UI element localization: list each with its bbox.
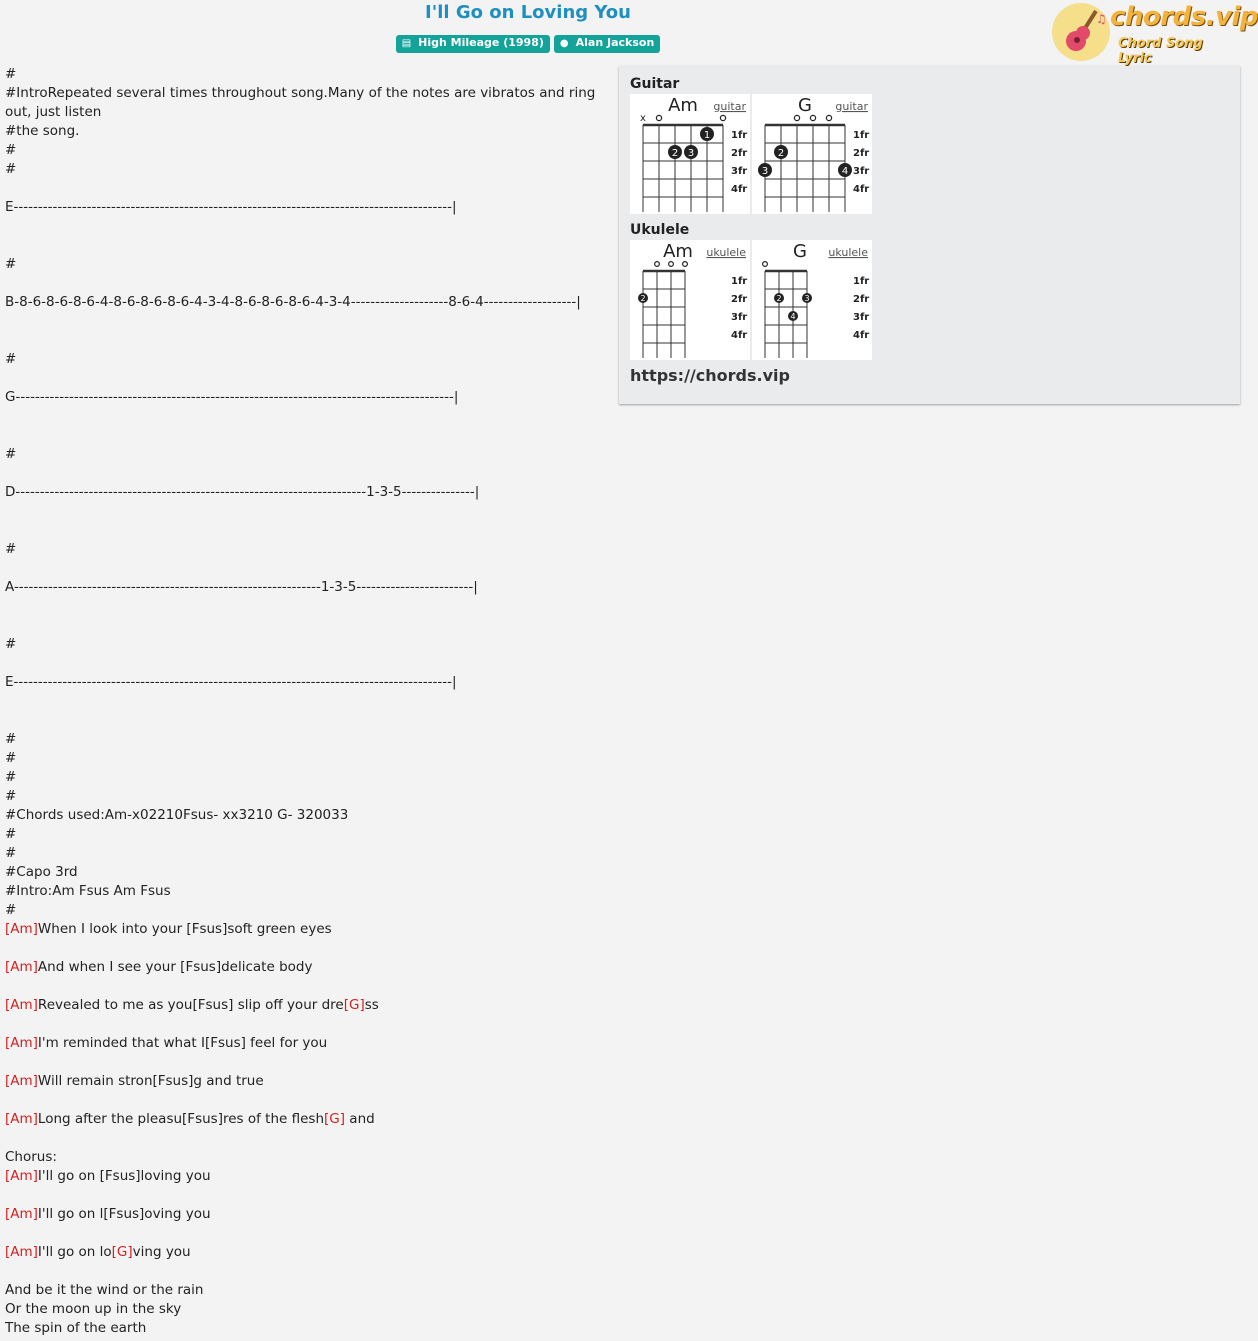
lyric-text: #: [5, 446, 17, 462]
lyric-line: [5, 635, 610, 654]
lyric-text: I'll go on [Fsus]loving you: [37, 1168, 211, 1184]
lyric-line: [5, 1205, 610, 1224]
svg-text:1fr: 1fr: [731, 276, 748, 287]
lyric-text: And be it the wind or the rain: [5, 1282, 204, 1298]
chord-marker[interactable]: [Am]: [5, 1244, 38, 1260]
svg-text:4fr: 4fr: [731, 184, 748, 195]
lyric-text: Long after the pleasu[Fsus]res of the flesh: [37, 1111, 324, 1127]
lyric-text: #the song.: [5, 123, 80, 139]
lyric-line: [5, 331, 610, 350]
lyric-line: [5, 1262, 610, 1281]
lyric-line: [5, 483, 610, 502]
lyric-text: A---------------------------------------------------------------1-3-5------------------------|: [5, 579, 478, 595]
chord-name: G: [793, 241, 807, 262]
lyric-line: [5, 388, 610, 407]
lyric-line: [5, 863, 610, 882]
site-url[interactable]: https://chords.vip: [630, 366, 790, 385]
lyric-line: [5, 616, 610, 635]
lyric-line: [5, 84, 610, 122]
lyric-line: [5, 559, 610, 578]
chord-instrument-link[interactable]: ukulele: [706, 246, 746, 259]
lyric-line: [5, 1034, 610, 1053]
lyric-line: [5, 939, 610, 958]
svg-text:2fr: 2fr: [853, 148, 870, 159]
lyric-line: [5, 540, 610, 559]
guitar-section-label: Guitar: [630, 76, 680, 92]
chord-marker[interactable]: [Am]: [5, 1073, 38, 1089]
lyric-line: [5, 1186, 610, 1205]
lyric-text: #Capo 3rd: [5, 864, 78, 880]
svg-text:3: 3: [804, 294, 810, 303]
lyric-line: [5, 293, 610, 312]
lyric-text: Chorus:: [5, 1149, 57, 1165]
lyric-text: ving you: [132, 1244, 191, 1260]
chord-instrument-link[interactable]: ukulele: [828, 246, 868, 259]
lyric-line: [5, 806, 610, 825]
lyric-line: [5, 1015, 610, 1034]
lyric-line: [5, 1243, 610, 1262]
lyric-text: D------------------------------------------------------------------------1-3-5---------------|: [5, 484, 480, 500]
lyric-text: And when I see your [Fsus]delicate body: [37, 959, 313, 975]
lyric-text: Or the moon up in the sky: [5, 1301, 182, 1317]
svg-text:2fr: 2fr: [731, 294, 748, 305]
lyric-line: [5, 1110, 610, 1129]
svg-text:1fr: 1fr: [853, 276, 870, 287]
lyric-line: [5, 768, 610, 787]
svg-text:3: 3: [687, 148, 695, 159]
lyric-line: [5, 692, 610, 711]
lyric-line: [5, 179, 610, 198]
guitar-chord-g[interactable]: [752, 94, 872, 214]
album-badge[interactable]: [396, 35, 550, 53]
lyric-line: [5, 236, 610, 255]
chord-marker[interactable]: [Am]: [5, 921, 38, 937]
user-icon: ●: [559, 38, 569, 49]
chord-marker[interactable]: [Am]: [5, 1206, 38, 1222]
artist-badge-label: Alan Jackson: [575, 36, 655, 49]
lyric-line: [5, 274, 610, 293]
book-icon: ▤: [401, 38, 412, 49]
lyric-line: [5, 1148, 610, 1167]
lyric-line: [5, 1167, 610, 1186]
svg-text:4: 4: [790, 312, 796, 321]
chord-name: G: [798, 95, 812, 116]
chord-panel: [619, 66, 1240, 404]
lyric-text: #: [5, 161, 17, 177]
site-logo[interactable]: [1052, 2, 1258, 66]
chord-marker[interactable]: [G]: [111, 1244, 133, 1260]
svg-text:3fr: 3fr: [853, 312, 870, 323]
logo-emblem: [1052, 3, 1110, 61]
lyric-line: [5, 1053, 610, 1072]
song-title: I'll Go on Loving You: [425, 2, 631, 23]
ukulele-section-label: Ukulele: [630, 222, 690, 238]
album-badge-label: High Mileage (1998): [418, 36, 544, 49]
lyric-text: #Chords used:Am-x02210Fsus- xx3210 G- 320033: [5, 807, 349, 823]
lyric-line: [5, 426, 610, 445]
chord-name: Am: [663, 241, 693, 262]
lyric-line: [5, 65, 610, 84]
lyric-line: [5, 958, 610, 977]
lyric-line: [5, 654, 610, 673]
lyric-line: [5, 882, 610, 901]
chord-marker[interactable]: [G]: [324, 1111, 345, 1127]
lyric-text: I'll go on l[Fsus]oving you: [37, 1206, 211, 1222]
lyric-text: #: [5, 541, 17, 557]
svg-text:♫: ♫: [1096, 12, 1107, 26]
lyric-line: [5, 1129, 610, 1148]
lyric-line: [5, 255, 610, 274]
lyric-line: [5, 1072, 610, 1091]
chord-marker[interactable]: [G]: [343, 997, 365, 1013]
lyric-text: B-8-6-8-6-8-6-4-8-6-8-6-8-6-4-3-4-8-6-8-6-8-6-4-3-4--------------------8-6-4-------------------|: [5, 294, 581, 310]
svg-text:2: 2: [640, 294, 646, 303]
lyric-text: #: [5, 142, 17, 158]
lyric-text: #Intro:Am Fsus Am Fsus: [5, 883, 171, 899]
lyric-line: [5, 673, 610, 692]
lyric-line: [5, 730, 610, 749]
chord-marker[interactable]: [Am]: [5, 997, 38, 1013]
lyric-line: [5, 445, 610, 464]
lyric-text: #: [5, 351, 17, 367]
guitar-icon: [1052, 3, 1110, 61]
lyric-text: E------------------------------------------------------------------------------------------|: [5, 674, 457, 690]
lyric-text: #: [5, 66, 17, 82]
logo-tagline: Chord Song Lyric: [1118, 36, 1203, 66]
lyric-line: [5, 996, 610, 1015]
lyric-text: #: [5, 826, 17, 842]
lyric-line: [5, 521, 610, 540]
lyric-text: #: [5, 636, 17, 652]
svg-text:4fr: 4fr: [853, 184, 870, 195]
lyric-line: [5, 1300, 610, 1319]
svg-text:2: 2: [776, 294, 782, 303]
lyric-text: #: [5, 788, 17, 804]
chord-marker[interactable]: [Am]: [5, 1035, 38, 1051]
svg-text:2: 2: [777, 148, 785, 159]
lyric-text: #: [5, 750, 17, 766]
lyric-line: [5, 312, 610, 331]
lyric-text: #: [5, 731, 17, 747]
lyric-line: [5, 825, 610, 844]
lyric-line: [5, 977, 610, 996]
lyric-text: I'm reminded that what I[Fsus] feel for you: [37, 1035, 328, 1051]
lyric-text: The spin of the earth: [5, 1320, 147, 1336]
svg-text:3fr: 3fr: [853, 166, 870, 177]
chord-marker[interactable]: [Am]: [5, 1111, 38, 1127]
artist-badge[interactable]: [554, 35, 660, 53]
svg-text:3: 3: [761, 166, 769, 177]
lyric-line: [5, 217, 610, 236]
lyric-line: [5, 901, 610, 920]
lyric-line: [5, 369, 610, 388]
lyric-line: [5, 1224, 610, 1243]
guitar-chord-am[interactable]: [630, 94, 750, 214]
lyric-text: When I look into your [Fsus]soft green eyes: [37, 921, 332, 937]
ukulele-chord-am[interactable]: [630, 240, 750, 360]
chord-instrument-link[interactable]: guitar: [713, 100, 746, 113]
logo-wordmark: chords.vip: [1110, 2, 1258, 32]
chord-name: Am: [668, 95, 698, 116]
lyric-text: #: [5, 845, 17, 861]
lyrics-body: [5, 65, 610, 1338]
lyric-text: #: [5, 256, 17, 272]
lyric-text: ss: [364, 997, 379, 1013]
lyric-line: [5, 1091, 610, 1110]
lyric-line: [5, 122, 610, 141]
svg-text:1: 1: [703, 130, 711, 141]
lyric-line: [5, 464, 610, 483]
svg-text:3fr: 3fr: [731, 312, 748, 323]
lyric-text: Will remain stron[Fsus]g and true: [37, 1073, 264, 1089]
svg-text:2: 2: [671, 148, 679, 159]
lyric-text: #: [5, 769, 17, 785]
svg-text:4fr: 4fr: [853, 330, 870, 341]
svg-text:4fr: 4fr: [731, 330, 748, 341]
svg-text:2fr: 2fr: [853, 294, 870, 305]
lyric-text: I'll go on lo: [37, 1244, 112, 1260]
lyric-line: [5, 844, 610, 863]
badge-row: [0, 35, 1056, 53]
ukulele-chord-g[interactable]: [752, 240, 872, 360]
chord-instrument-link[interactable]: guitar: [835, 100, 868, 113]
lyric-line: [5, 350, 610, 369]
lyric-text: G------------------------------------------------------------------------------------------|: [5, 389, 459, 405]
svg-text:1fr: 1fr: [731, 130, 748, 141]
lyric-line: [5, 787, 610, 806]
lyric-line: [5, 198, 610, 217]
svg-text:4: 4: [841, 166, 849, 177]
lyric-text: #: [5, 902, 17, 918]
svg-text:1fr: 1fr: [853, 130, 870, 141]
lyric-line: [5, 711, 610, 730]
lyric-line: [5, 1281, 610, 1300]
svg-text:x: x: [640, 113, 646, 124]
lyric-line: [5, 407, 610, 426]
svg-text:3fr: 3fr: [731, 166, 748, 177]
lyric-line: [5, 1319, 610, 1338]
chord-marker[interactable]: [Am]: [5, 959, 38, 975]
lyric-text: Revealed to me as you[Fsus] slip off your dre: [37, 997, 344, 1013]
chord-marker[interactable]: [Am]: [5, 1168, 38, 1184]
lyric-text: E------------------------------------------------------------------------------------------|: [5, 199, 457, 215]
lyric-line: [5, 160, 610, 179]
lyric-line: [5, 502, 610, 521]
lyric-line: [5, 749, 610, 768]
lyric-line: [5, 597, 610, 616]
header: [0, 0, 1258, 66]
lyric-line: [5, 141, 610, 160]
lyric-text: #IntroRepeated several times throughout song.Many of the notes are vibratos and ring out, just listen: [5, 85, 600, 120]
svg-text:2fr: 2fr: [731, 148, 748, 159]
lyric-text: and: [345, 1111, 375, 1127]
lyric-line: [5, 920, 610, 939]
lyric-line: [5, 578, 610, 597]
